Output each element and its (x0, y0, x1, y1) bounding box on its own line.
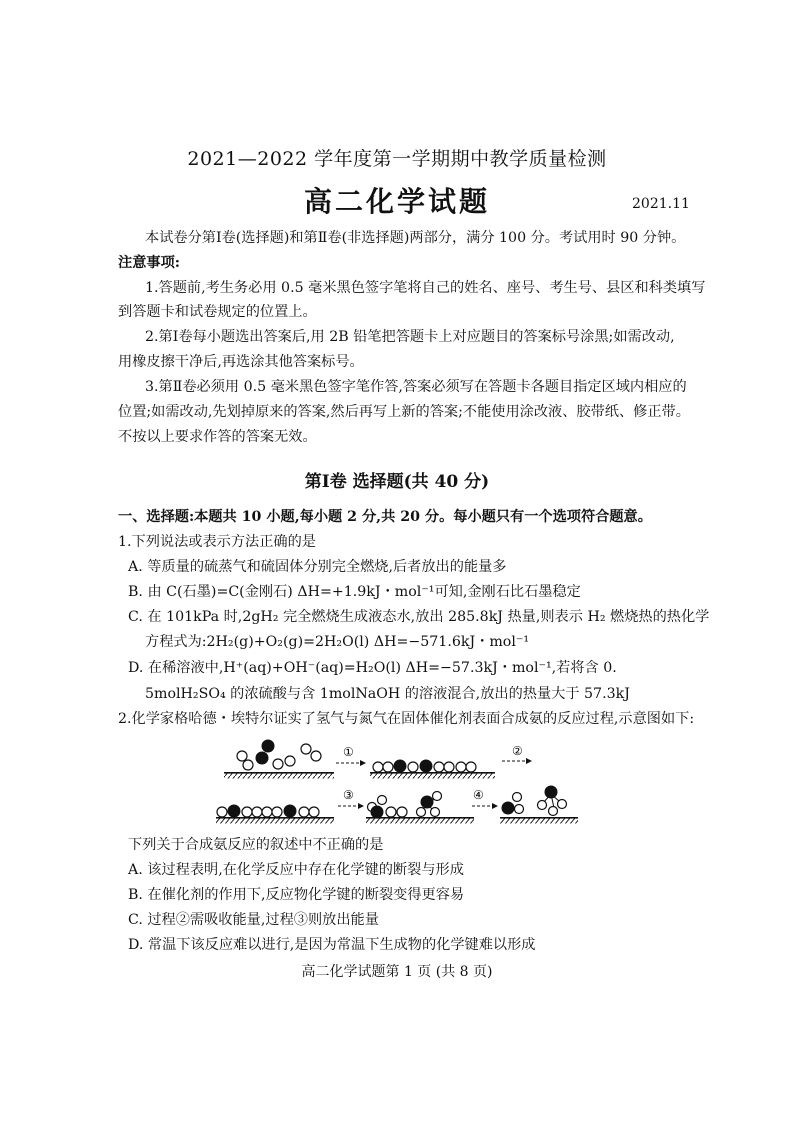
q1-option-d-line-2: 5molH₂SO₄ 的浓硫酸与含 1molNaOH 的溶液混合,放出的热量大于 57.3kJ (145, 686, 630, 702)
notes-heading: 注意事项: (118, 255, 180, 271)
step-4-label: ④ (473, 788, 484, 802)
note-3-line-3: 不按以上要求作答的答案无效。 (118, 429, 317, 445)
exam-title: 2021—2022 学年度第一学期期中教学质量检测 (187, 148, 607, 170)
stage-1 (224, 740, 334, 779)
intro-text: 本试卷分第Ⅰ卷(选择题)和第Ⅱ卷(非选择题)两部分，满分 100 分。考试用时 90 分钟。 (145, 230, 686, 246)
stage-3 (216, 805, 334, 824)
q2-stem: 2.化学家格哈德・埃特尔证实了氢气与氮气在固体催化剂表面合成氨的反应过程,示意图如下: (118, 711, 695, 727)
note-3-line-2: 位置;如需改动,先划掉原来的答案,然后再写上新的答案;不能使用涂改液、胶带纸、修正带。 (118, 404, 690, 420)
subject-title: 高二化学试题 (303, 185, 490, 218)
q1-stem: 1.下列说法或表示方法正确的是 (118, 534, 316, 550)
q2-option-d: D. 常温下该反应难以进行,是因为常温下生成物的化学键难以形成 (128, 937, 536, 953)
note-1-line-1: 1.答题前,考生务必用 0.5 毫米黑色签字笔将自己的姓名、座号、考生号、县区和科类填写 (145, 280, 706, 296)
step-2-arrow (502, 744, 532, 764)
q2-option-c: C. 过程②需吸收能量,过程③则放出能量 (128, 912, 379, 928)
step-1-arrow (336, 745, 366, 766)
note-1-line-2: 到答题卡和试卷规定的位置上。 (118, 304, 317, 320)
q2-option-a: A. 该过程表明,在化学反应中存在化学键的断裂与形成 (128, 862, 464, 878)
note-2-line-2: 用橡皮擦干净后,再选涂其他答案标号。 (118, 354, 364, 370)
stage-4 (366, 792, 474, 824)
step-3-arrow (338, 788, 364, 809)
ammonia-synthesis-diagram (210, 734, 580, 828)
q1-option-c-line-2: 方程式为:2H₂(g)+O₂(g)=2H₂O(l) ΔH=−571.6kJ・mol⁻¹ (145, 634, 530, 650)
step-4-arrow (472, 788, 498, 809)
q2-option-b: B. 在催化剂的作用下,反应物化学键的断裂变得更容易 (128, 887, 465, 903)
q1-option-b: B. 由 C(石墨)=C(金刚石) ΔH=+1.9kJ・mol⁻¹可知,金刚石比石墨稳定 (128, 584, 581, 600)
q2-lead: 下列关于合成氨反应的叙述中不正确的是 (128, 837, 384, 853)
stage-2 (370, 760, 495, 779)
note-2-line-1: 2.第Ⅰ卷每小题选出答案后,用 2B 铅笔把答题卡上对应题目的答案标号涂黑;如需改动, (145, 329, 675, 345)
section-instruction: 一、选择题:本题共 10 小题,每小题 2 分,共 20 分。每小题只有一个选项符合题意。 (118, 509, 652, 525)
section-title: 第Ⅰ卷 选择题(共 40 分) (304, 472, 490, 492)
step-1-label: ① (343, 745, 354, 759)
step-3-label: ③ (343, 788, 354, 802)
step-2-label: ② (512, 744, 523, 758)
q1-option-a: A. 等质量的硫蒸气和硫固体分别完全燃烧,后者放出的能量多 (128, 559, 507, 575)
exam-date: 2021.11 (632, 196, 690, 212)
note-3-line-1: 3.第Ⅱ卷必须用 0.5 毫米黑色签字笔作答,答案必须写在答题卡各题目指定区域内相应的 (145, 379, 687, 395)
page-footer: 高二化学试题第 1 页 (共 8 页) (301, 964, 493, 980)
stage-5 (500, 786, 578, 824)
q1-option-c-line-1: C. 在 101kPa 时,2gH₂ 完全燃烧生成液态水,放出 285.8kJ 热量,则表示 H₂ 燃烧热的热化学 (128, 609, 710, 625)
q1-option-d-line-1: D. 在稀溶液中,H⁺(aq)+OH⁻(aq)=H₂O(l) ΔH=−57.3kJ・mol⁻¹,若将含 0. (128, 660, 617, 676)
